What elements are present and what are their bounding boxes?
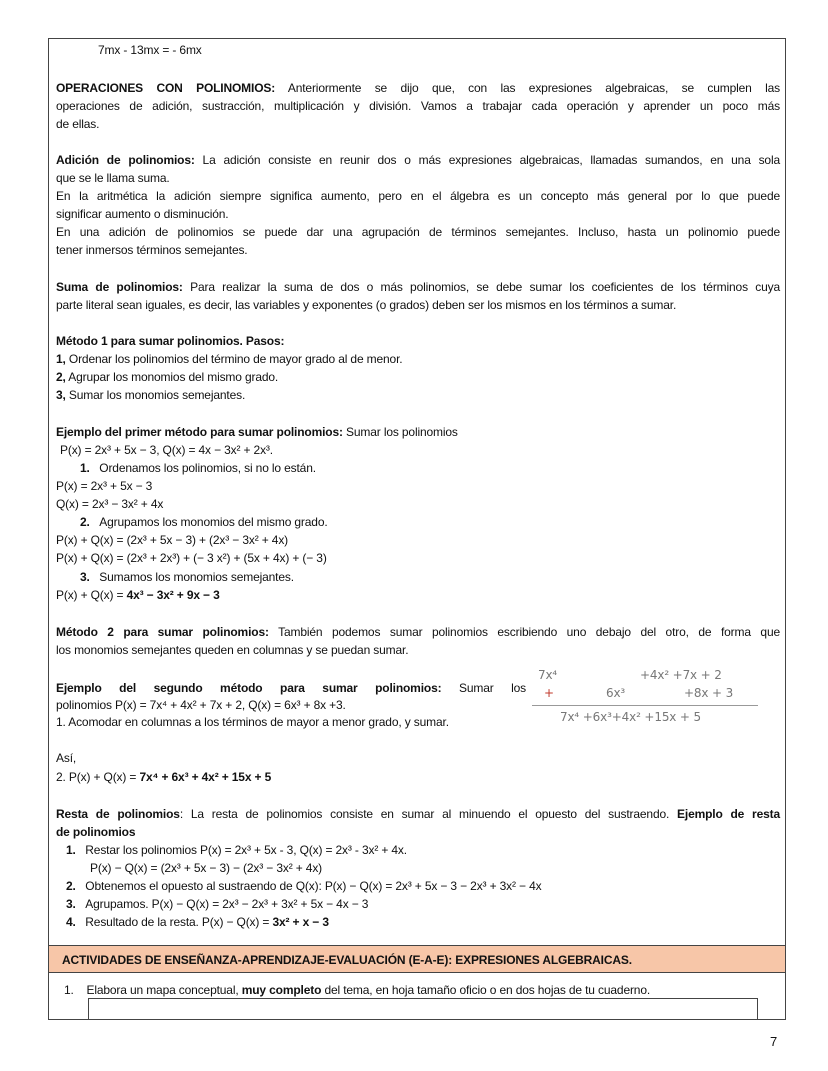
paragraph-line: los monomios semejantes queden en columnas y se puedan sumar. [56,643,409,657]
step: 2. P(x) + Q(x) = 7x⁴ + 6x³ + 4x² + 15x + 5 [56,770,272,784]
paragraph-line: significar aumento o disminución. [56,207,229,221]
paragraph-line: Resta de polinomios: La resta de polinomios consiste en sumar al minuendo el opuesto del sustraendo. Ejemplo de resta [56,807,780,821]
answer-box[interactable] [88,998,758,1020]
section-title: Método 1 para sumar polinomios. Pasos: [56,334,285,348]
paragraph-line: parte literal sean iguales, es decir, las variables y exponentes (o grados) deben ser los mismos en los términos a sumar. [56,298,677,312]
activities-header: ACTIVIDADES DE ENSEÑANZA-APRENDIZAJE-EVALUACIÓN (E-A-E): EXPRESIONES ALGEBRAICAS. [62,953,632,967]
equation: 7mx - 13mx = - 6mx [98,43,202,57]
equation: P(x) − Q(x) = (2x³ + 5x − 3) − (2x³ − 3x² + 4x) [90,861,323,875]
step: 1, Ordenar los polinomios del término de mayor grado al de menor. [56,352,403,366]
step: 3, Sumar los monomios semejantes. [56,388,246,402]
paragraph-line: que se le llama suma. [56,171,170,185]
step: 4. Resultado de la resta. P(x) − Q(x) = 3x² + x − 3 [66,915,329,929]
plus-sign: + [544,686,554,700]
step: 1. Acomodar en columnas a los términos de mayor a menor grado, y sumar. [56,715,449,729]
paragraph-line: OPERACIONES CON POLINOMIOS: Anteriormente se dijo que, con las expresiones algebraicas, se cumplen las [56,81,780,95]
equation: P(x) = 2x³ + 5x − 3 [56,479,153,493]
equation: P(x) + Q(x) = (2x³ + 2x³) + (− 3 x²) + (5x + 4x) + (− 3) [56,551,327,565]
hand-term: +8x + 3 [684,686,734,700]
step: 1. Ordenamos los polinomios, si no lo están. [80,461,316,475]
activity-item: 1. Elabora un mapa conceptual, muy completo del tema, en hoja tamaño oficio o en dos hojas de tu cuaderno. [64,983,651,997]
paragraph-line: Suma de polinomios: Para realizar la suma de dos o más polinomios, se debe sumar los coeficientes de los términos cuya [56,280,780,294]
equation: P(x) = 2x³ + 5x − 3, Q(x) = 4x − 3x² + 2x³. [60,443,273,457]
paragraph-line: Método 2 para sumar polinomios: También podemos sumar polinomios escribiendo uno debajo del otro, de forma que [56,625,780,639]
paragraph-line: En una adición de polinomios se puede dar una agrupación de términos semejantes. Incluso, hasta un polinomio puede [56,225,780,239]
hand-term: 6x³ [606,686,626,700]
paragraph-line: Ejemplo del segundo método para sumar polinomios: Sumar los [56,681,527,695]
paragraph-line: En la aritmética la adición siempre significa aumento, pero en el álgebra es un concepto más general por lo que puede [56,189,780,203]
equation-result: P(x) + Q(x) = 4x³ − 3x² + 9x − 3 [56,588,220,602]
example-title: Ejemplo del primer método para sumar polinomios: Sumar los polinomios [56,425,458,439]
step: 2, Agrupar los monomios del mismo grado. [56,370,279,384]
paragraph-line: polinomios P(x) = 7x⁴ + 4x² + 7x + 2, Q(x) = 6x³ + 8x +3. [56,698,346,712]
hand-term: +4x² +7x + 2 [640,668,722,682]
text: Así, [56,751,77,765]
step: 1. Restar los polinomios P(x) = 2x³ + 5x - 3, Q(x) = 2x³ - 3x² + 4x. [66,843,407,857]
hand-term: 7x⁴ [538,668,558,682]
step: 2. Agrupamos los monomios del mismo grado. [80,515,328,529]
paragraph-line: tener inmersos términos semejantes. [56,243,248,257]
step: 3. Agrupamos. P(x) − Q(x) = 2x³ − 2x³ + 3x² + 5x − 4x − 3 [66,897,369,911]
equation: P(x) + Q(x) = (2x³ + 5x − 3) + (2x³ − 3x² + 4x) [56,533,289,547]
step: 3. Sumamos los monomios semejantes. [80,570,294,584]
sum-line [532,705,758,706]
paragraph-line: de polinomios [56,825,136,839]
hand-result: 7x⁴ +6x³+4x² +15x + 5 [560,710,701,724]
handwritten-sum-image [538,668,760,732]
step: 2. Obtenemos el opuesto al sustraendo de Q(x): P(x) − Q(x) = 2x³ + 5x − 3 − 2x³ + 3x² − 4x [66,879,542,893]
equation: Q(x) = 2x³ − 3x² + 4x [56,497,164,511]
paragraph-line: de ellas. [56,117,100,131]
paragraph-line: Adición de polinomios: La adición consiste en reunir dos o más expresiones algebraicas, llamadas sumandos, en una sola [56,153,780,167]
paragraph-line: operaciones de adición, sustracción, multiplicación y división. Vamos a trabajar cada operación y aprender un poco más [56,99,780,113]
page-number: 7 [770,1034,778,1049]
